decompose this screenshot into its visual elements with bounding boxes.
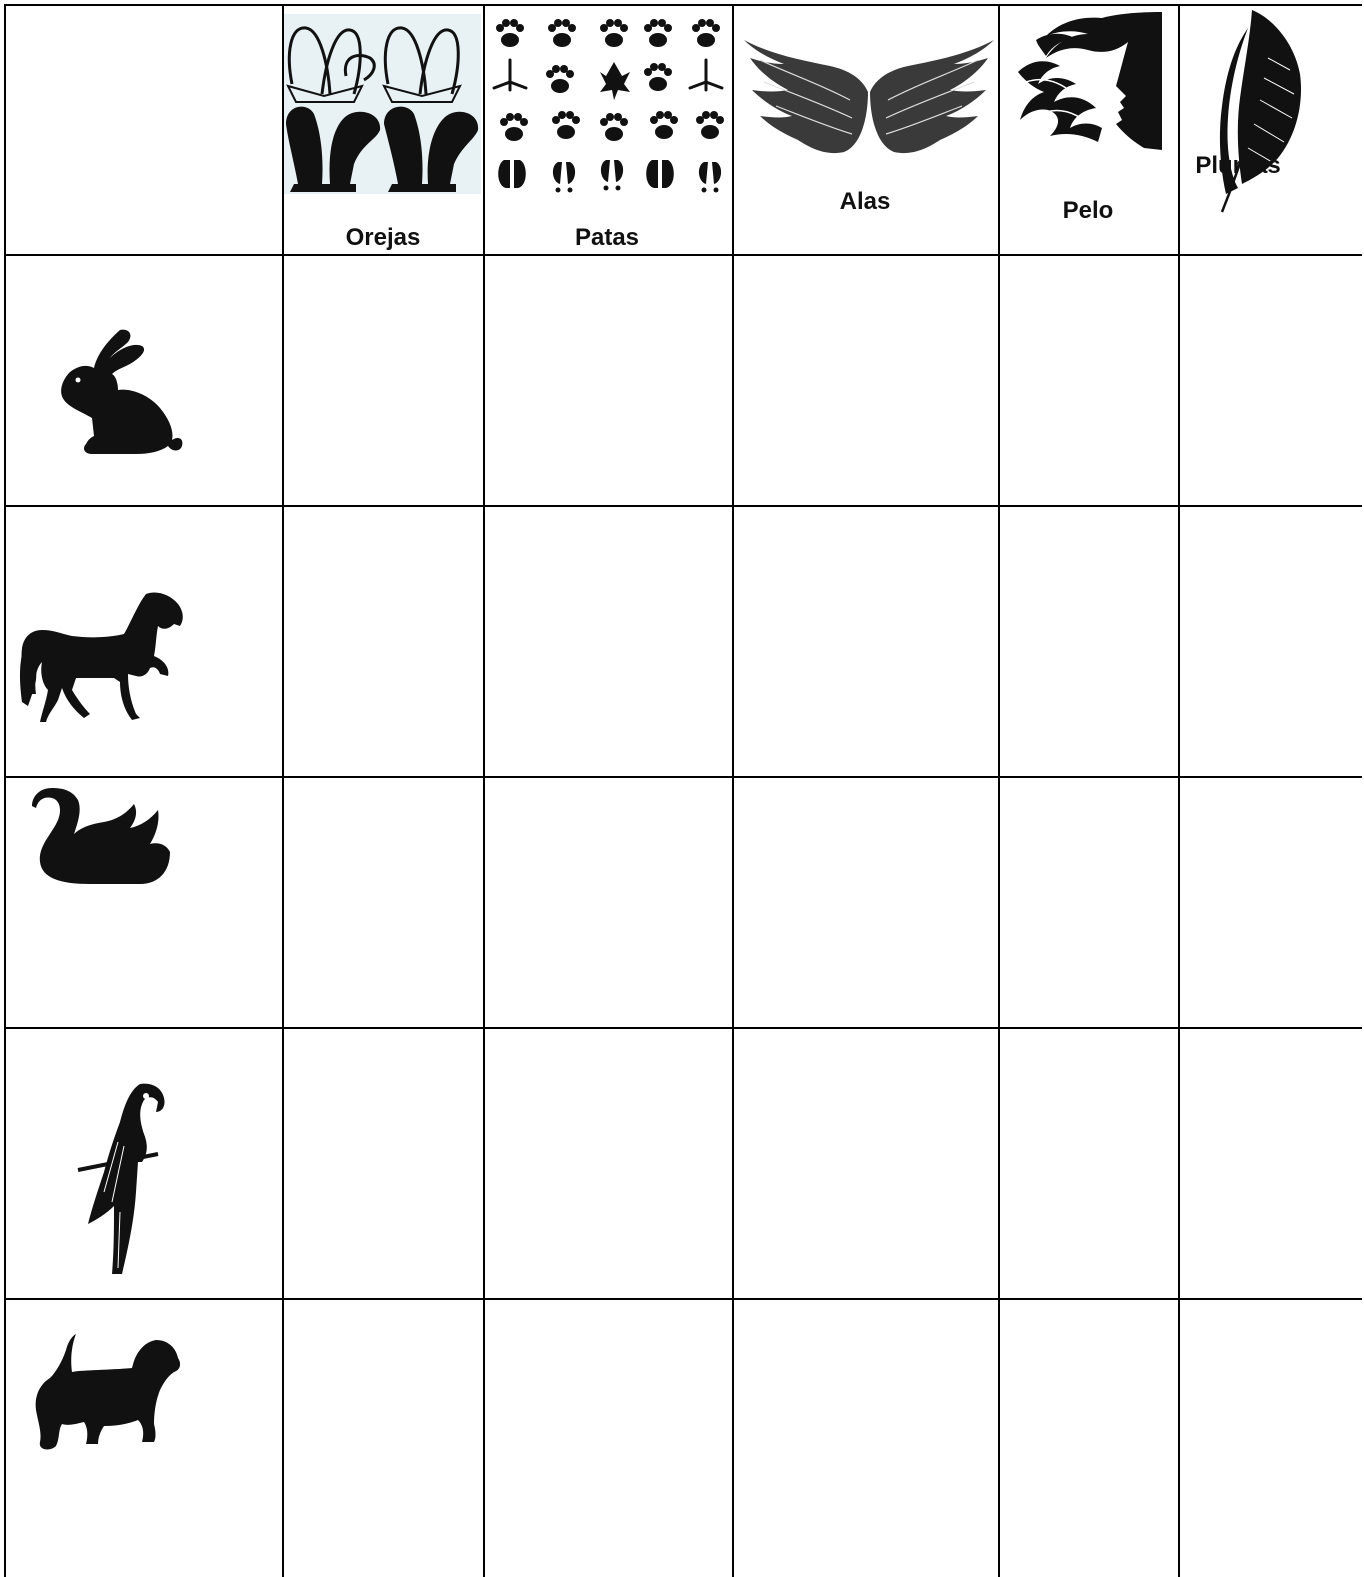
answer-cell[interactable] <box>734 507 998 776</box>
answer-cell[interactable] <box>1180 778 1362 1027</box>
answer-cell[interactable] <box>284 778 483 1027</box>
answer-cell[interactable] <box>485 1029 732 1298</box>
answer-cell[interactable] <box>734 1029 998 1298</box>
column-header-orejas: Orejas <box>345 224 421 251</box>
answer-cell[interactable] <box>1000 1300 1178 1577</box>
answer-cell[interactable] <box>284 256 483 505</box>
header-corner-cell <box>6 6 282 254</box>
answer-cell[interactable] <box>734 256 998 505</box>
horse-icon <box>18 590 186 726</box>
answer-cell[interactable] <box>1000 778 1178 1027</box>
column-header-pelo: Pelo <box>1062 197 1114 224</box>
rabbit-ears-icon <box>284 14 481 194</box>
feather-icon <box>1212 8 1304 214</box>
column-header-plumas: Plumas <box>1195 152 1281 179</box>
answer-cell[interactable] <box>1000 256 1178 505</box>
column-header-patas: Patas <box>574 224 640 251</box>
answer-cell[interactable] <box>1000 1029 1178 1298</box>
dog-icon <box>32 1332 182 1452</box>
paw-prints-icon <box>488 12 728 198</box>
hair-profile-icon <box>1016 12 1162 150</box>
answer-cell[interactable] <box>485 507 732 776</box>
answer-cell[interactable] <box>284 1300 483 1577</box>
answer-cell[interactable] <box>1180 1300 1362 1577</box>
answer-cell[interactable] <box>485 1300 732 1577</box>
answer-cell[interactable] <box>734 778 998 1027</box>
answer-cell[interactable] <box>1180 1029 1362 1298</box>
answer-cell[interactable] <box>1180 507 1362 776</box>
answer-cell[interactable] <box>485 256 732 505</box>
column-header-alas: Alas <box>839 188 891 215</box>
answer-cell[interactable] <box>734 1300 998 1577</box>
wings-icon <box>740 30 998 160</box>
swan-icon <box>30 786 172 886</box>
answer-cell[interactable] <box>284 1029 483 1298</box>
answer-cell[interactable] <box>485 778 732 1027</box>
parrot-icon <box>74 1082 168 1274</box>
answer-cell[interactable] <box>1000 507 1178 776</box>
answer-cell[interactable] <box>284 507 483 776</box>
rabbit-icon <box>56 328 184 456</box>
answer-cell[interactable] <box>1180 256 1362 505</box>
